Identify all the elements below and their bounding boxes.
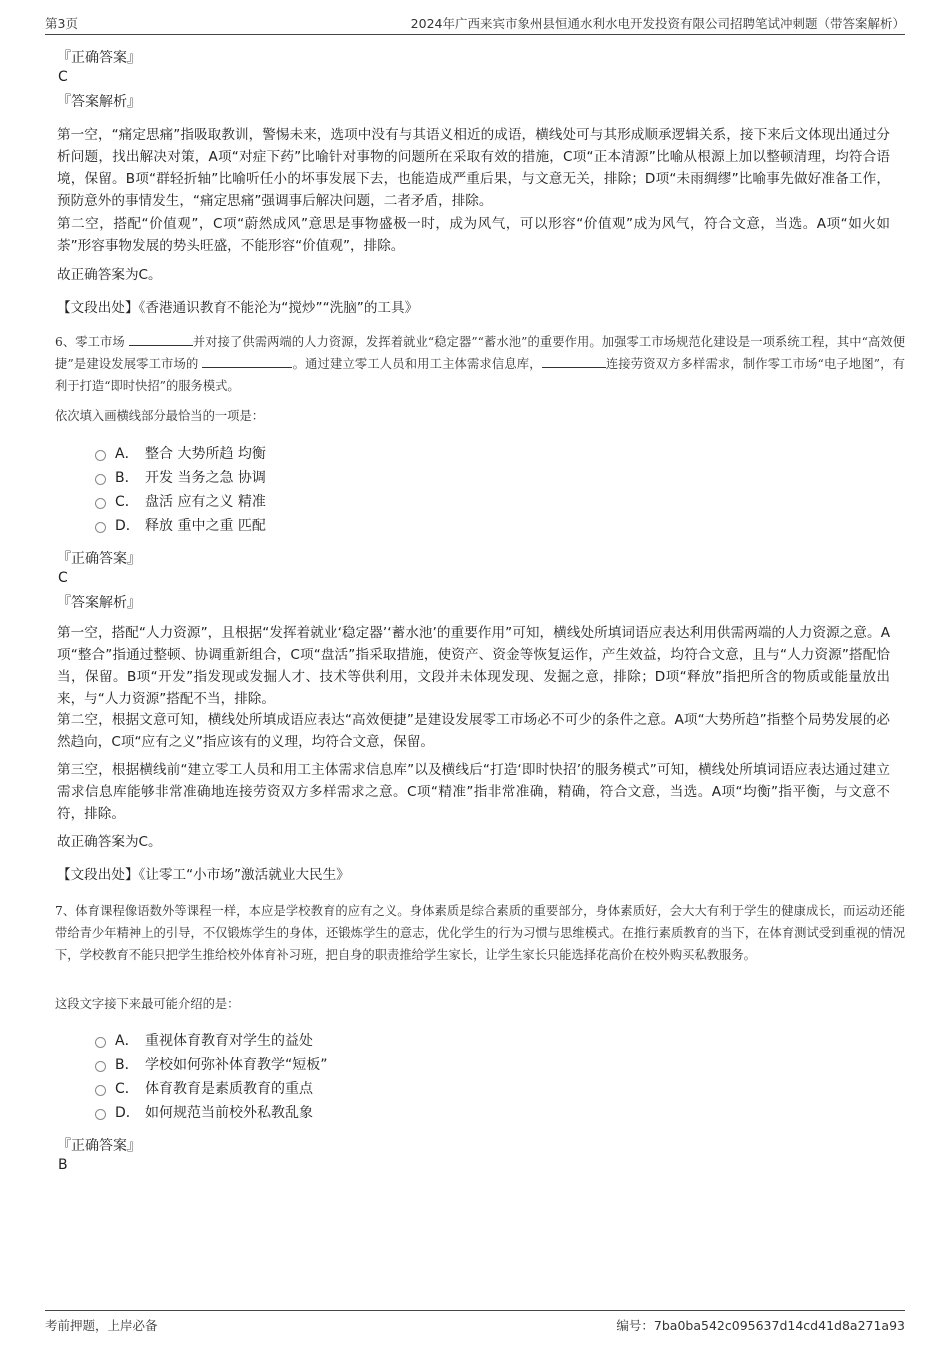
q6-source — [57, 864, 890, 886]
analysis-paragraph: 第一空，搭配“人力资源”，且根据“发挥着就业‘稳定器’‘蓄水池’的重要作用”可知，横线处所填词语应表达利用供需两端的人力资源之意。A项“整合”指通过整顿、协调重新组合，C项“盘活”指采取措施，使资产、资金等恢复运作，产生效益，均符合文意，且与“人力资源”搭配恰当，保留。B项“开发”指发现或发掘人才、技术等供利用，文段并未体现发现、发掘之意，排除；D项“释放”指把所含的物质或能量放出来，与“人力资源”搭配不当，排除。 — [57, 625, 890, 707]
analysis-paragraph: 第三空，根据横线前“建立零工人员和用工主体需求信息库”以及横线后“打造‘即时快招’的服务模式”可知，横线处所填词语应表达通过建立需求信息库能够非常准确地连接劳资双方多样需求之意。C项“精准”指非常准确，精确，符合文意，当选。A项“均衡”指平衡，与文意不符，排除。 — [57, 762, 890, 822]
blank-line — [202, 354, 292, 368]
q6-stem — [55, 331, 905, 397]
analysis-conclusion: 故正确答案为C。 — [57, 834, 162, 850]
option-letter: C． — [115, 494, 139, 510]
option-c[interactable] — [95, 1076, 328, 1100]
option-letter: B． — [115, 470, 139, 486]
option-letter: D． — [115, 1105, 140, 1121]
q6-analysis-3 — [57, 759, 890, 825]
analysis-paragraph: 第二空，搭配“价值观”，C项“蔚然成风”意思是事物盛极一时，成为风气，可以形容“价值观”成为风气，符合文意，当选。A项“如火如荼”形容事物发展的势头旺盛，不能形容“价值观”，排除。 — [57, 216, 890, 254]
q6-prompt: 依次填入画横线部分最恰当的一项是： — [55, 409, 265, 423]
option-a[interactable] — [95, 441, 266, 465]
option-b[interactable] — [95, 465, 266, 489]
q6-answer-block — [57, 548, 890, 614]
option-c[interactable] — [95, 489, 266, 513]
radio-icon[interactable] — [95, 474, 106, 485]
analysis-paragraph: 第一空，“痛定思痛”指吸取教训，警惕未来，选项中没有与其语义相近的成语，横线处可与其形成顺承逻辑关系，接下来后文体现出通过分析问题，找出解决对策，A项“对症下药”比喻针对事物的问题所在采取有效的措施，C项“正本清源”比喻从根源上加以整顿清理，均符合语境，保留。B项“群轻折轴”比喻听任小的坏事发展下去，也能造成严重后果，与文意无关，排除；D项“未雨绸缪”比喻事先做好准备工作，预防意外的事情发生，“痛定思痛”强调事后解决问题，二者矛盾，排除。 — [57, 127, 890, 209]
correct-answer-label: 『正确答案』 — [57, 1138, 141, 1154]
blank-line — [129, 332, 193, 346]
option-text: 开发 当务之急 协调 — [145, 470, 266, 486]
document-title: 2024年广西来宾市象州县恒通水利水电开发投资有限公司招聘笔试冲刺题（带答案解析） — [410, 16, 905, 31]
radio-icon[interactable] — [95, 498, 106, 509]
stem-text: 6、零工市场 — [55, 335, 129, 349]
page-footer — [45, 1310, 905, 1333]
option-text: 学校如何弥补体育教学“短板” — [145, 1057, 328, 1073]
option-b[interactable] — [95, 1052, 328, 1076]
radio-icon[interactable] — [95, 1037, 106, 1048]
option-letter: B． — [115, 1057, 139, 1073]
correct-answer-value: B — [58, 1157, 68, 1173]
q5-answer-block — [57, 47, 890, 113]
q5-analysis-2 — [57, 213, 890, 257]
q6-analysis-1 — [57, 622, 890, 710]
option-text: 盘活 应有之义 精准 — [145, 494, 266, 510]
option-text: 重视体育教育对学生的益处 — [145, 1033, 313, 1049]
q6-analysis-4 — [57, 831, 890, 853]
option-d[interactable] — [95, 513, 266, 537]
correct-answer-label: 『正确答案』 — [57, 551, 141, 567]
option-letter: A． — [115, 1033, 139, 1049]
document-id: 编号：7ba0ba542c095637d14cd41d8a271a93 — [616, 1318, 905, 1333]
q7-answer-block — [57, 1135, 890, 1179]
option-a[interactable] — [95, 1028, 328, 1052]
q7-stem: 7、体育课程像语数外等课程一样，本应是学校教育的应有之义。身体素质是综合素质的重要部分，身体素质好，会大大有利于学生的健康成长，而运动还能带给青少年精神上的引导，不仅锻炼学生的身体，还锻炼学生的意志，优化学生的行为习惯与思维模式。在推行素质教育的当下，在体育测试受到重视的情况下，学校教育不能只把学生推给校外体育补习班，把自身的职责推给学生家长，让学生家长只能选择花高价在校外购买私教服务。 — [55, 904, 905, 962]
analysis-conclusion: 故正确答案为C。 — [57, 267, 162, 283]
source-citation: 【文段出处】《让零工“小市场”激活就业大民生》 — [57, 867, 350, 883]
option-letter: D． — [115, 518, 140, 534]
q5-analysis — [57, 124, 890, 212]
stem-text: 并对接了供需两端的人力资源，发挥着就业“稳定器”“蓄水池”的重要作用。加强零工市场规范化建设是一项系统工程，其中“高效便捷”是建设发展零工市场的 — [55, 335, 905, 371]
correct-answer-value: C — [58, 570, 68, 586]
source-citation: 【文段出处】《香港通识教育不能沦为“搅炒”“洗脑”的工具》 — [57, 300, 419, 316]
option-text: 如何规范当前校外私教乱象 — [145, 1105, 313, 1121]
correct-answer-value: C — [58, 69, 68, 85]
q6-options — [95, 441, 266, 537]
option-text: 释放 重中之重 匹配 — [145, 518, 266, 534]
footer-slogan: 考前押题，上岸必备 — [45, 1318, 158, 1333]
q5-source — [57, 297, 890, 319]
radio-icon[interactable] — [95, 450, 106, 461]
q5-analysis-3 — [57, 264, 890, 286]
correct-answer-label: 『正确答案』 — [57, 50, 141, 66]
analysis-label: 『答案解析』 — [57, 595, 141, 611]
analysis-label: 『答案解析』 — [57, 94, 141, 110]
blank-line — [542, 354, 606, 368]
radio-icon[interactable] — [95, 1085, 106, 1096]
q6-analysis-2 — [57, 709, 890, 753]
option-letter: C． — [115, 1081, 139, 1097]
q7-prompt: 这段文字接下来最可能介绍的是： — [55, 997, 240, 1011]
radio-icon[interactable] — [95, 522, 106, 533]
option-letter: A． — [115, 446, 139, 462]
stem-text: 。通过建立零工人员和用工主体需求信息库， — [292, 357, 542, 371]
analysis-paragraph: 第二空，根据文意可知，横线处所填成语应表达“高效便捷”是建设发展零工市场必不可少的条件之意。A项“大势所趋”指整个局势发展的必然趋向，C项“应有之义”指应该有的义理，均符合文意，保留。 — [57, 712, 890, 750]
radio-icon[interactable] — [95, 1109, 106, 1120]
stem-text: 连接劳资双方多样需求，制作零工市场“电子地图”，有利于打造“即时快招”的服务模式。 — [55, 357, 905, 393]
option-text: 整合 大势所趋 均衡 — [145, 446, 266, 462]
option-text: 体育教育是素质教育的重点 — [145, 1081, 313, 1097]
page-number: 第3页 — [45, 16, 78, 31]
radio-icon[interactable] — [95, 1061, 106, 1072]
q7-options — [95, 1028, 328, 1124]
option-d[interactable] — [95, 1100, 328, 1124]
page-header — [45, 12, 905, 35]
